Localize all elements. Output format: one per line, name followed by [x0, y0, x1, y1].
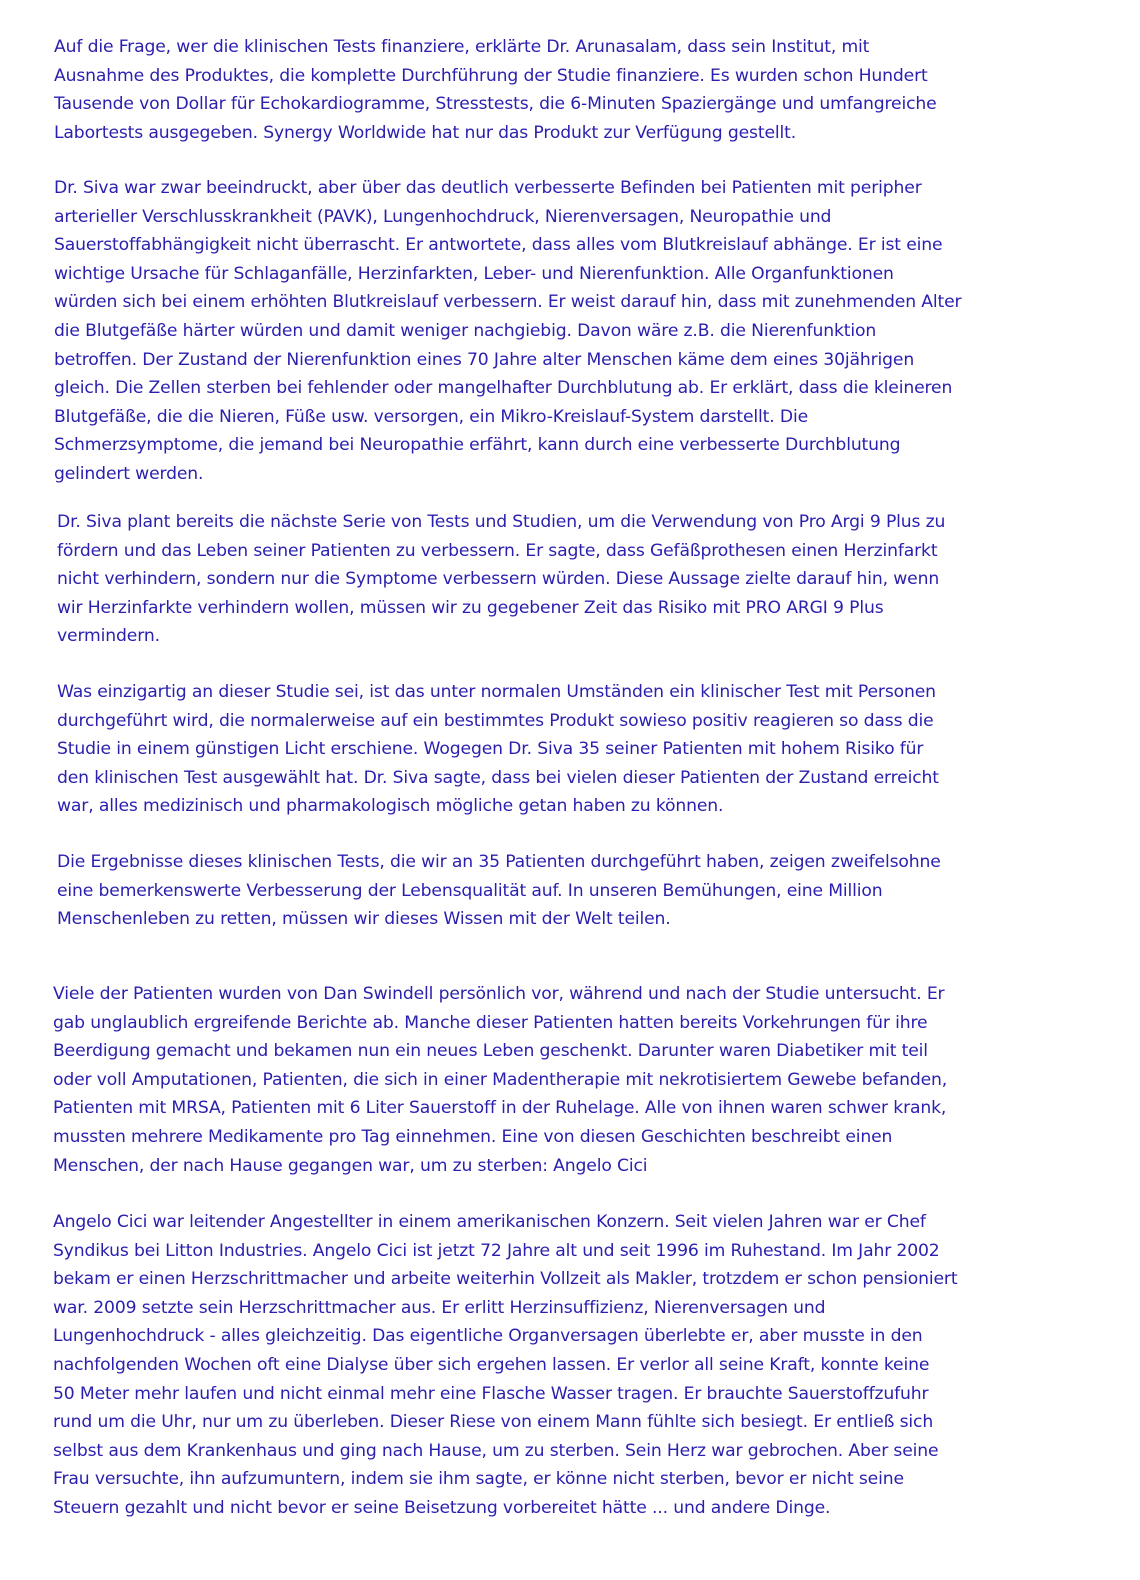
text-line: Syndikus bei Litton Industries. Angelo Cici ist jetzt 72 Jahre alt und seit 1996 im Ruhestand. Im Jahr 2002: [53, 1240, 940, 1261]
text-line: wir Herzinfarkte verhindern wollen, müssen wir zu gegebener Zeit das Risiko mit PRO ARGI 9 Plus: [57, 597, 884, 618]
text-line: Menschen, der nach Hause gegangen war, um zu sterben: Angelo Cici: [53, 1155, 648, 1176]
text-line: Auf die Frage, wer die klinischen Tests finanziere, erklärte Dr. Arunasalam, dass sein Institut, mit: [54, 37, 870, 57]
text-line: Beerdigung gemacht und bekamen nun ein neues Leben geschenkt. Darunter waren Diabetiker mit teil: [53, 1041, 928, 1062]
text-line: betroffen. Der Zustand der Nierenfunktion eines 70 Jahre alter Menschen käme dem eines 30jährigen: [54, 349, 915, 370]
text-line: nicht verhindern, sondern nur die Symptome verbessern würden. Diese Aussage zielte darauf hin, wenn: [57, 569, 940, 590]
text-line: Menschenleben zu retten, müssen wir dieses Wissen mit der Welt teilen.: [57, 909, 671, 930]
text-line: Dr. Siva plant bereits die nächste Serie von Tests und Studien, um die Verwendung von Pro Argi 9 Plus zu: [57, 512, 946, 532]
text-line: Patienten mit MRSA, Patienten mit 6 Liter Sauerstoff in der Ruhelage. Alle von ihnen waren schwer krank,: [53, 1098, 947, 1119]
paragraph-funding: [54, 33, 937, 147]
text-line: Die Ergebnisse dieses klinischen Tests, die wir an 35 Patienten durchgeführt haben, zeigen zweifelsohne: [57, 852, 941, 872]
text-line: Steuern gezahlt und nicht bevor er seine Beisetzung vorbereitet hätte ... und andere Dinge.: [53, 1497, 831, 1518]
text-line: vermindern.: [57, 626, 160, 647]
text-line: Studie in einem günstigen Licht erschiene. Wogegen Dr. Siva 35 seiner Patienten mit hohem Risiko für: [57, 739, 924, 760]
text-line: gab unglaublich ergreifende Berichte ab. Manche dieser Patienten hatten bereits Vorkehrungen für ihre: [53, 1012, 928, 1033]
text-line: Viele der Patienten wurden von Dan Swindell persönlich vor, während und nach der Studie untersucht. Er: [53, 984, 945, 1004]
text-line: Was einzigartig an dieser Studie sei, ist das unter normalen Umständen ein klinischer Test mit Personen: [57, 682, 936, 702]
text-line: Lungenhochdruck - alles gleichzeitig. Das eigentliche Organversagen überlebte er, aber musste in den: [53, 1326, 923, 1347]
paragraph-next-studies: [57, 508, 945, 651]
text-line: durchgeführt wird, die normalerweise auf ein bestimmtes Produkt sowieso positiv reagieren so dass die: [57, 710, 934, 731]
text-line: Sauerstoffabhängigkeit nicht überrascht. Er antwortete, dass alles vom Blutkreislauf abhänge. Er ist eine: [54, 235, 943, 256]
text-line: war. 2009 setzte sein Herzschrittmacher aus. Er erlitt Herzinsuffizienz, Nierenversagen und: [53, 1297, 826, 1318]
text-line: arterieller Verschlusskrankheit (PAVK), Lungenhochdruck, Nierenversagen, Neuropathie und: [54, 206, 832, 227]
paragraph-study-uniqueness: [57, 678, 939, 821]
text-line: den klinischen Test ausgewählt hat. Dr. Siva sagte, dass bei vielen dieser Patienten der Zustand erreicht: [57, 767, 939, 788]
text-line: bekam er einen Herzschrittmacher und arbeite weiterhin Vollzeit als Makler, trotzdem er schon pensioniert: [53, 1269, 958, 1290]
text-line: Frau versuchte, ihn aufzumuntern, indem sie ihm sagte, er könne nicht sterben, bevor er nicht seine: [53, 1469, 904, 1490]
text-line: Ausnahme des Produktes, die komplette Durchführung der Studie finanziere. Es wurden schon Hundert: [54, 65, 928, 86]
text-line: gleich. Die Zellen sterben bei fehlender oder mangelhafter Durchblutung ab. Er erklärt, dass die kleineren: [54, 378, 953, 399]
text-line: gelindert werden.: [54, 463, 204, 484]
paragraph-dr-siva-circulation: [54, 174, 961, 489]
text-line: rund um die Uhr, nur um zu überleben. Dieser Riese von einem Mann fühlte sich besiegt. Er entließ sich: [53, 1412, 934, 1433]
text-line: eine bemerkenswerte Verbesserung der Lebensqualität auf. In unseren Bemühungen, eine Million: [57, 880, 883, 901]
paragraph-patient-reports: [53, 980, 947, 1180]
text-line: fördern und das Leben seiner Patienten zu verbessern. Er sagte, dass Gefäßprothesen einen Herzinfarkt: [57, 540, 938, 561]
text-line: würden sich bei einem erhöhten Blutkreislauf verbessern. Er weist darauf hin, dass mit zunehmenden Alter: [54, 292, 962, 313]
text-line: Blutgefäße, die die Nieren, Füße usw. versorgen, ein Mikro-Kreislauf-System darstellt. Die: [54, 406, 809, 427]
text-line: Dr. Siva war zwar beeindruckt, aber über das deutlich verbesserte Befinden bei Patienten mit peripher: [54, 178, 922, 198]
text-line: Angelo Cici war leitender Angestellter in einem amerikanischen Konzern. Seit vielen Jahren war er Chef: [53, 1212, 926, 1232]
paragraph-angelo-cici: [53, 1208, 957, 1523]
text-line: nachfolgenden Wochen oft eine Dialyse über sich ergehen lassen. Er verlor all seine Kraft, konnte keine: [53, 1354, 930, 1375]
text-line: 50 Meter mehr laufen und nicht einmal mehr eine Flasche Wasser tragen. Er brauchte Sauerstoffzufuhr: [53, 1383, 929, 1404]
text-line: Schmerzsymptome, die jemand bei Neuropathie erfährt, kann durch eine verbesserte Durchblutung: [54, 435, 901, 456]
paragraph-results: [57, 848, 941, 934]
text-line: war, alles medizinisch und pharmakologisch mögliche getan haben zu können.: [57, 796, 724, 817]
text-line: selbst aus dem Krankenhaus und ging nach Hause, um zu sterben. Sein Herz war gebrochen. Aber seine: [53, 1440, 939, 1461]
text-line: wichtige Ursache für Schlaganfälle, Herzinfarkten, Leber- und Nierenfunktion. Alle Organfunktionen: [54, 263, 894, 284]
text-line: oder voll Amputationen, Patienten, die sich in einer Madentherapie mit nekrotisiertem Gewebe befanden,: [53, 1069, 948, 1090]
text-line: die Blutgefäße härter würden und damit weniger nachgiebig. Davon wäre z.B. die Nierenfunktion: [54, 320, 877, 341]
text-line: Labortests ausgegeben. Synergy Worldwide hat nur das Produkt zur Verfügung gestellt.: [54, 122, 797, 143]
text-line: Tausende von Dollar für Echokardiogramme, Stresstests, die 6-Minuten Spaziergänge und umfangreiche: [54, 94, 937, 115]
text-line: mussten mehrere Medikamente pro Tag einnehmen. Eine von diesen Geschichten beschreibt einen: [53, 1126, 893, 1147]
